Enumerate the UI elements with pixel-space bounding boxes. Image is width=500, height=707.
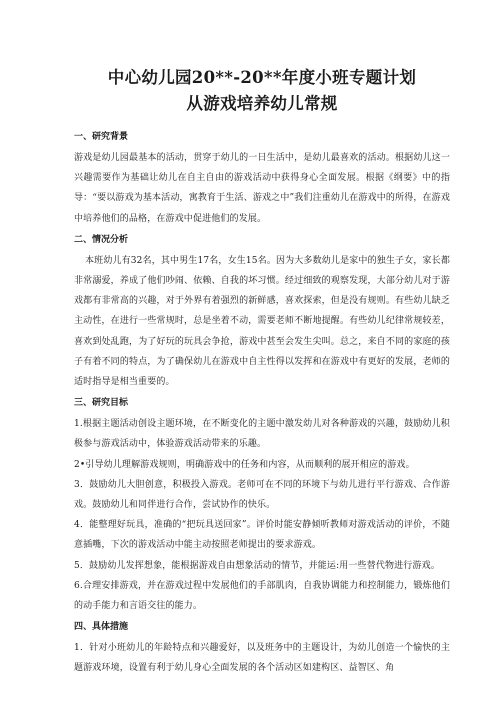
section-background <box>74 128 450 229</box>
section-heading: 二、情况分析 <box>74 234 129 245</box>
goal-item: 4．能整理好玩具，准确的“把玩具送回家”。评价时能安静倾听教师对游戏活动的评价，不随意插嘴，下次的游戏活动中能主动按照老师提出的要求游戏。 <box>74 520 450 551</box>
document-subtitle: 从游戏培养幼儿常规 <box>186 94 338 113</box>
paragraph: 游戏是幼儿园最基本的活动，贯穿于幼儿的一日生活中，是幼儿最喜欢的活动。根据幼儿这一兴趣需要作为基础让幼儿在自主自由的游戏活动中获得身心全面发展。根据《纲要》中的指导：“要以游戏为基本活动，寓教育于生活、游戏之中”我们注重幼儿在游戏中的所得，在游戏中培养他们的品格，在游戏中促进他们的发展。 <box>74 153 450 224</box>
goal-item: 5．鼓励幼儿发挥想象，能根据游戏自由想象活动的情节，并能运:用一些替代物进行游戏。 <box>74 560 440 571</box>
section-goals <box>74 394 450 616</box>
goal-item: 6.合理安排游戏，并在游戏过程中发展他们的手部肌肉，自我协调能力和控制能力，锻炼他们的动手能力和言语交往的能力。 <box>74 580 450 612</box>
document-title: 中心幼儿园20**-20**年度小班专题计划 <box>107 68 417 87</box>
section-measures <box>74 618 450 678</box>
section-heading: 三、研究目标 <box>74 398 129 409</box>
goal-item: 3．鼓励幼儿大胆创意，积极投入游戏。老师可在不同的环境下与幼儿进行平行游戏、合作游戏。鼓励幼儿和同伴进行合作，尝试协作的快乐。 <box>74 479 450 511</box>
section-heading: 四、具体措施 <box>74 622 129 633</box>
measure-item: 1．针对小班幼儿的年龄特点和兴趣爱好，以及班务中的主题设计，为幼儿创造一个愉快的主题游戏环境，设置有利于幼儿身心全面发展的各个活动区如建构区、益智区、角 <box>74 643 450 674</box>
goal-item: 2•引导幼儿理解游戏规则，明确游戏中的任务和内容，从而顺利的展开相应的游戏。 <box>74 459 415 470</box>
section-heading: 一、研究背景 <box>74 132 129 142</box>
goal-item: 1.根据主题活动创设主题环境，在不断变化的主题中激发幼儿对各种游戏的兴趣，鼓励幼儿积极参与游戏活动中，体验游戏活动带来的乐趣。 <box>74 419 450 450</box>
section-analysis <box>74 231 450 392</box>
paragraph: 本班幼儿有32名，其中男生17名，女生15名。因为大多数幼儿是家中的独生子女，家长都非常溺爱，养成了他们吵闹、依赖、自我的坏习惯。经过细致的观察发现，大部分幼儿对于游戏都有非常高的兴趣，对于外界有着强烈的新鲜感，喜欢探索，但是没有规则。有些幼儿缺乏主动性，在进行一些常规时，总是坐着不动，需要老师不断地提醒。有些幼儿纪律常规较差，喜欢到处乱跑，为了好玩的玩具会争抢，游戏中甚至会发生尖叫。总之，来自不同的家庭的孩子有着不同的特点，为了确保幼儿在游戏中自主性得以发挥和在游戏中有更好的发展，老师的适时指导是相当重要的。 <box>74 255 450 388</box>
